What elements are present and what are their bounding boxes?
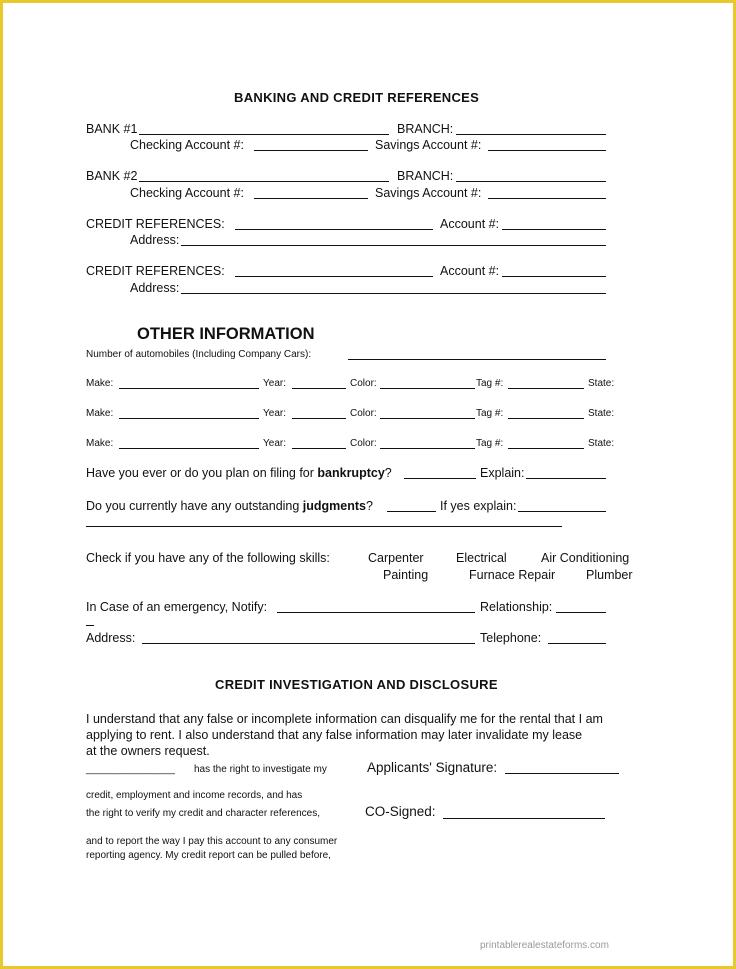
disclosure-heading: CREDIT INVESTIGATION AND DISCLOSURE: [215, 677, 498, 692]
vehicle3-make-field[interactable]: [119, 448, 259, 449]
bank2-savings-field[interactable]: [488, 198, 606, 199]
vehicle3-tag-label: Tag #:: [476, 438, 504, 449]
rights-text-2: credit, employment and income records, and has: [86, 790, 303, 801]
rights-text-4: and to report the way I pay this account to any consumer: [86, 836, 338, 847]
vehicle2-make-label: Make:: [86, 408, 114, 419]
bankruptcy-explain-field[interactable]: [526, 478, 606, 479]
bank1-savings-label: Savings Account #:: [375, 138, 482, 152]
disclosure-line-3: at the owners request.: [86, 744, 210, 758]
bankruptcy-explain-label: Explain:: [480, 466, 525, 480]
automobiles-field[interactable]: [348, 359, 606, 360]
bank1-label: BANK #1: [86, 122, 138, 136]
vehicle1-tag-field[interactable]: [508, 388, 584, 389]
skill-painting[interactable]: Painting: [383, 568, 429, 582]
disclosure-line-1: I understand that any false or incomplete information can disqualify me for the rental that I am: [86, 712, 603, 726]
bank1-branch-field[interactable]: [456, 134, 606, 135]
credit-ref2-field[interactable]: [235, 276, 433, 277]
vehicle2-year-label: Year:: [263, 408, 286, 419]
co-signed-label: CO-Signed:: [365, 804, 436, 819]
applicant-signature-label: Applicants' Signature:: [367, 760, 498, 775]
vehicle3-year-label: Year:: [263, 438, 286, 449]
vehicle3-year-field[interactable]: [292, 448, 346, 449]
bankruptcy-question: Have you ever or do you plan on filing for bankruptcy?: [86, 466, 392, 480]
emergency-contact-field[interactable]: [277, 612, 475, 613]
skill-carpenter[interactable]: Carpenter: [368, 551, 424, 565]
judgments-question: Do you currently have any outstanding judgments?: [86, 499, 373, 513]
landlord-name-blank[interactable]: ________________: [86, 764, 175, 775]
vehicle1-year-field[interactable]: [292, 388, 346, 389]
bank2-name-field[interactable]: [139, 181, 389, 182]
rights-text-5: reporting agency. My credit report can be pulled before,: [86, 850, 331, 861]
footer-watermark: printablerealestateforms.com: [480, 940, 609, 951]
relationship-label: Relationship:: [480, 600, 553, 614]
judgments-explain-line2[interactable]: [86, 526, 562, 527]
bank1-checking-field[interactable]: [254, 150, 368, 151]
vehicle2-color-label: Color:: [350, 408, 377, 419]
credit-ref2-account-label: Account #:: [440, 264, 500, 278]
telephone-label: Telephone:: [480, 631, 542, 645]
credit-ref2-address-field[interactable]: [181, 293, 606, 294]
stray-mark: [86, 625, 94, 626]
disclosure-line-2: applying to rent. I also understand that any false information may later invalidate my lease: [86, 728, 583, 742]
bank1-name-field[interactable]: [139, 134, 389, 135]
vehicle3-state-label: State:: [588, 438, 615, 449]
vehicle3-color-field[interactable]: [380, 448, 475, 449]
telephone-field[interactable]: [548, 643, 606, 644]
rights-text-3: the right to verify my credit and character references,: [86, 808, 320, 819]
co-signed-field[interactable]: [443, 818, 605, 819]
bank1-branch-label: BRANCH:: [397, 122, 454, 136]
vehicle2-tag-label: Tag #:: [476, 408, 504, 419]
skill-furnace-repair[interactable]: Furnace Repair: [469, 568, 556, 582]
skills-label: Check if you have any of the following skills:: [86, 551, 330, 565]
credit-ref1-address-field[interactable]: [181, 245, 606, 246]
credit-ref2-account-field[interactable]: [502, 276, 606, 277]
vehicle1-make-field[interactable]: [119, 388, 259, 389]
vehicle1-year-label: Year:: [263, 378, 286, 389]
emergency-address-label: Address:: [86, 631, 136, 645]
bank2-checking-label: Checking Account #:: [130, 186, 244, 200]
credit-ref1-address-label: Address:: [130, 233, 180, 247]
bank2-savings-label: Savings Account #:: [375, 186, 482, 200]
vehicle3-tag-field[interactable]: [508, 448, 584, 449]
vehicle1-color-field[interactable]: [380, 388, 475, 389]
bankruptcy-answer-field[interactable]: [404, 478, 476, 479]
judgments-answer-field[interactable]: [387, 511, 436, 512]
bank1-checking-label: Checking Account #:: [130, 138, 244, 152]
skill-plumber[interactable]: Plumber: [586, 568, 633, 582]
vehicle2-make-field[interactable]: [119, 418, 259, 419]
vehicle3-make-label: Make:: [86, 438, 114, 449]
bank2-label: BANK #2: [86, 169, 138, 183]
relationship-field[interactable]: [556, 612, 606, 613]
rights-text-1: has the right to investigate my: [194, 764, 327, 775]
emergency-label: In Case of an emergency, Notify:: [86, 600, 268, 614]
vehicle1-tag-label: Tag #:: [476, 378, 504, 389]
bank1-savings-field[interactable]: [488, 150, 606, 151]
judgments-explain-field[interactable]: [518, 511, 606, 512]
vehicle2-tag-field[interactable]: [508, 418, 584, 419]
automobiles-label: Number of automobiles (Including Company Cars):: [86, 349, 312, 360]
vehicle2-year-field[interactable]: [292, 418, 346, 419]
skill-electrical[interactable]: Electrical: [456, 551, 507, 565]
credit-ref2-address-label: Address:: [130, 281, 180, 295]
other-info-heading: OTHER INFORMATION: [137, 325, 315, 343]
bank2-branch-label: BRANCH:: [397, 169, 454, 183]
credit-ref2-label: CREDIT REFERENCES:: [86, 264, 225, 278]
page-title: BANKING AND CREDIT REFERENCES: [234, 90, 480, 105]
vehicle2-color-field[interactable]: [380, 418, 475, 419]
skill-air-conditioning[interactable]: Air Conditioning: [541, 551, 630, 565]
judgments-explain-label: If yes explain:: [440, 499, 517, 513]
emergency-address-field[interactable]: [142, 643, 475, 644]
vehicle1-color-label: Color:: [350, 378, 377, 389]
credit-ref1-account-field[interactable]: [502, 229, 606, 230]
bank2-checking-field[interactable]: [254, 198, 368, 199]
credit-ref1-field[interactable]: [235, 229, 433, 230]
credit-ref1-account-label: Account #:: [440, 217, 500, 231]
applicant-signature-field[interactable]: [505, 773, 619, 774]
bank2-branch-field[interactable]: [456, 181, 606, 182]
vehicle1-state-label: State:: [588, 378, 615, 389]
vehicle2-state-label: State:: [588, 408, 615, 419]
credit-ref1-label: CREDIT REFERENCES:: [86, 217, 225, 231]
vehicle1-make-label: Make:: [86, 378, 114, 389]
vehicle3-color-label: Color:: [350, 438, 377, 449]
